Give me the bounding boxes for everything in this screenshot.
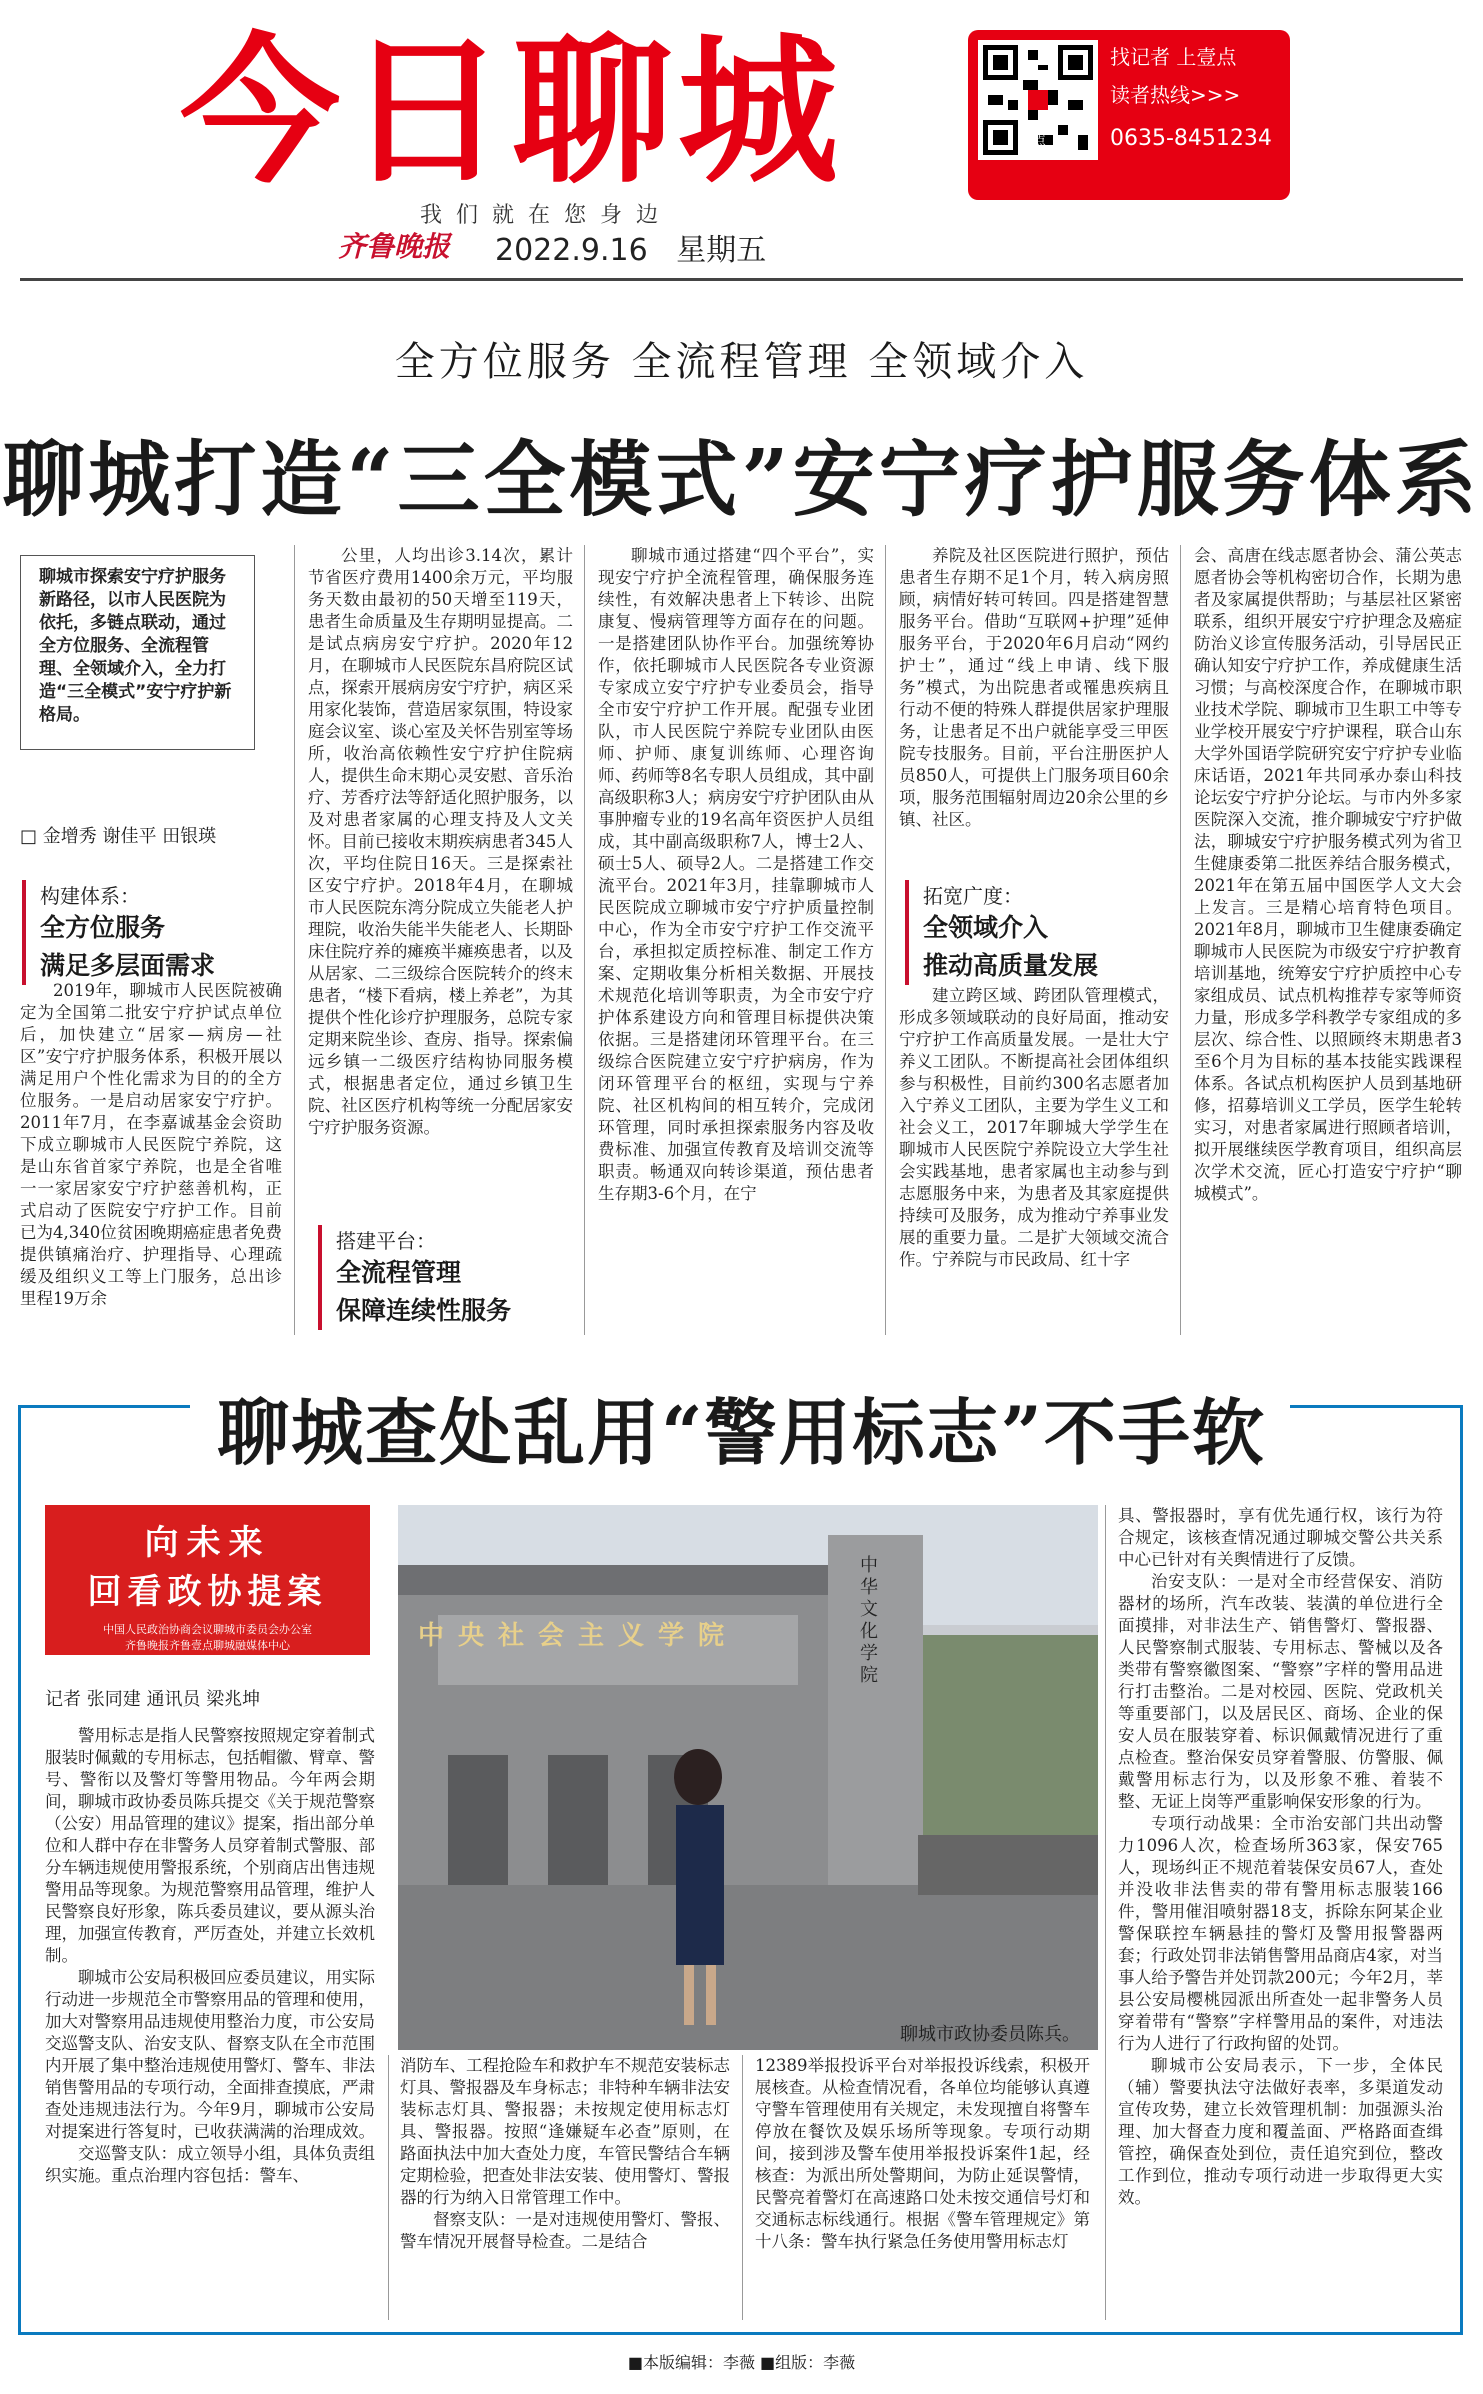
article2-byline: 记者 张同建 通讯员 梁兆坤: [45, 1689, 261, 1710]
brand-logo: 齐鲁晚报: [338, 230, 451, 263]
subhead-line1: 全领域介入: [923, 913, 1049, 942]
paragraph: 警用标志是指人民警察按照规定穿着制式服装时佩戴的专用标志，包括帽徽、臂章、警号、警衔以及警灯等警用物品。今年两会期间，聊城市政协委员陈兵提交《关于规范警察（公安）用品管理的建议》提案，指出部分单位和人群中存在非警务人员穿着制式警服、部分车辆违规使用警报系统，个别商店出售违规警用品等现象。为规范警察用品管理，维护人民警察良好形象，陈兵委员建议，要从源头治理，加强宣传教育，严厉查处，并建立长效机制。: [45, 1726, 375, 1965]
subhead-build-system: [22, 880, 300, 985]
weekday: 星期五: [676, 233, 767, 268]
article2-column-2: [400, 2055, 730, 2253]
dateline: [495, 225, 766, 269]
subhead-build-platform: [318, 1225, 586, 1330]
subhead-line1: 全流程管理: [336, 1258, 462, 1287]
cppcc-proposal-banner: [45, 1505, 370, 1668]
masthead-divider: [20, 278, 1463, 281]
hotline-number: 0635-8451234: [1110, 126, 1272, 151]
column-divider: [885, 545, 886, 1335]
paragraph: 专项行动战果：全市治安部门共出动警力1096人次，检查场所363家，保安765人，现场纠正不规范着装保安员67人，查处并没收非法售卖的带有警用标志服装166件，警用催泪喷射器18支，拆除东阿某企业警保联控车辆悬挂的警灯及警用报警器两套；行政处罚非法销售警用品商店4家，对当事人给予警告并处罚款200元；今年2月，莘县公安局樱桃园派出所查处一起非警务人员穿着带有“警察”字样警用品的案件，对违法行为人进行了行政拘留的处罚。: [1118, 1814, 1443, 2053]
qr-caption: 壹点: [1020, 134, 1047, 149]
paragraph: 聊城市公安局积极回应委员建议，用实际行动进一步规范全市警察用品的管理和使用，加大对警察用品违规使用整治力度，市公安局交巡警支队、治安支队、督察支队在全市范围内开展了集中整治违规使用警灯、警车、非法销售警用品的专项行动，全面排查摸底，严肃查处违规违法行为。今年9月，聊城市公安局对提案进行答复时，已收获满满的治理成效。: [45, 1968, 375, 2141]
article1-column-1: [20, 980, 282, 1310]
photo-caption: 聊城市政协委员陈兵。: [900, 2024, 1080, 2045]
news-photo: [398, 1505, 1098, 2050]
article1-column-5: [1194, 545, 1462, 1205]
building-photo-icon: [398, 1505, 1098, 2050]
paragraph: 养院及社区医院进行照护，预估患者生存期不足1个月，转入病房照顾，病情好转可转回。四是搭建智慧服务平台。借助“互联网+护理”延伸服务平台，于2020年6月启动“网约护士”，通过“线上申请、线下服务”模式，为出院患者或罹患疾病且行动不便的特殊人群提供居家护理服务，让患者足不出户就能享受三甲医院专技服务。目前，平台注册医护人员850人，可提供上门服务项目60余项，服务范围辐射周边20余公里的乡镇、社区。: [899, 546, 1169, 829]
paragraph: 交巡警支队：成立领导小组，具体负责组织实施。重点治理内容包括：警车、: [45, 2144, 375, 2185]
banner-line5: 联合主办: [185, 1655, 230, 1668]
column-divider: [388, 2055, 389, 2320]
banner-line4: 齐鲁晚报齐鲁壹点聊城融媒体中心: [125, 1639, 290, 1652]
article1-column-3: [598, 545, 874, 1205]
article2-column-3: [755, 2055, 1090, 2253]
subhead-line2: 满足多层面需求: [40, 951, 216, 980]
contact-info: [1110, 38, 1272, 158]
paragraph: 公里，人均出诊3.14次，累计节省医疗费用1400余万元，平均服务天数由最初的50天增至119天，患者生命质量及生存期明显提高。二是试点病房安宁疗护。2020年12月，在聊城市人民医院东昌府院区试点，探索开展病房安宁疗护，病区采用家化装饰，营造居家氛围，特设家庭会议室、谈心室及关怀告别室等场所，收治高依赖性安宁疗护住院病人，提供生命末期心灵安慰、音乐治疗、芳香疗法等舒适化照护服务，以及对患者家属的心理支持及人文关怀。目前已接收末期疾病患者345人次，平均住院日16天。三是探索社区安宁疗护。2018年4月，在聊城市人民医院东湾分院成立失能老人护理院，收治失能半失能老人、长期卧床住院疗养的瘫痪半瘫痪患者，以及从居家、二三级综合医院转介的终末患者，“楼下看病，楼上养老”，为其提供个性化诊疗护理服务，总院专家定期来院坐诊、查房、指导。探索偏远乡镇一二级医疗结构协同服务模式，根据患者定位，通过乡镇卫生院、社区医疗机构等统一分配居家安宁疗护服务资源。: [308, 546, 573, 1137]
paragraph: 聊城市公安局表示，下一步，全体民（辅）警要执法守法做好表率，多渠道发动宣传攻势，建立长效管理机制：加强源头治理、加大督查力度和覆盖面、严格路面查缉管控，确保查处到位，责任追究到位，整改工作到位，推动专项行动进一步取得更大实效。: [1118, 2056, 1443, 2207]
article1-column-4: [899, 545, 1169, 831]
column-divider: [294, 545, 295, 1335]
masthead-title: 今日聊城: [180, 18, 845, 205]
paragraph: 督察支队：一是对违规使用警灯、警报、警车情况开展督导检查。二是结合: [400, 2210, 730, 2251]
paragraph: 具、警报器时，享有优先通行权，该行为符合规定，该核查情况通过聊城交警公共关系中心已针对有关舆情进行了反馈。: [1118, 1506, 1443, 1569]
subhead-expand-scope: [905, 880, 1173, 985]
subhead-line2: 推动高质量发展: [923, 951, 1099, 980]
subhead-label: 构建体系：: [40, 884, 140, 908]
paragraph: 聊城市通过搭建“四个平台”，实现安宁疗护全流程管理，确保服务连续性，有效解决患者上下转诊、出院康复、慢病管理等方面存在的问题。一是搭建团队协作平台。加强统筹协作，依托聊城市人民医院各专业资源专家成立安宁疗护专业委员会，指导全市安宁疗护工作开展。配强专业团队，市人民医院宁养院专业团队由医师、护师、康复训练师、心理咨询师、药师等8名专职人员组成，其中副高级职称3人；病房安宁疗护团队由从事肿瘤专业的19名高年资医护人员组成，其中副高级职称7人，博士2人、硕士5人、硕导2人。二是搭建工作交流平台。2021年3月，挂靠聊城市人民医院成立聊城市安宁疗护质量控制中心，作为全市安宁疗护工作交流平台，承担拟定质控标准、制定工作方案、定期收集分析相关数据、开展技术规范化培训等职责，为全市安宁疗护体系建设方向和管理目标提供决策依据。三是搭建闭环管理平台。在三级综合医院建立安宁疗护病房，作为闭环管理平台的枢纽，实现与宁养院、社区机构间的相互转介，完成闭环管理，同时承担探索服务内容及收费标准、加强宣传教育及培训交流等职责。畅通双向转诊渠道，预估患者生存期3-6个月，在宁: [598, 546, 874, 1203]
hotline-label: 读者热线>>>: [1110, 83, 1241, 107]
article1-column-4b: [899, 985, 1169, 1271]
paragraph: 2019年，聊城市人民医院被确定为全国第二批安宁疗护试点单位后，加快建立“居家—病房—社区”安宁疗护服务体系，积极开展以满足用户个性化需求为目的的全方位服务。一是启动居家安宁疗护。2011年7月，在李嘉诚基金会资助下成立聊城市人民医院宁养院，这是山东省首家宁养院，也是全省唯一一家居家安宁疗护慈善机构，正式启动了医院安宁疗护工作。目前已为4,340位贫困晚期癌症患者免费提供镇痛治疗、护理指导、心理疏缓及组织义工等上门服务，总出诊里程19万余: [20, 981, 282, 1308]
article2-column-4: [1118, 1505, 1443, 2209]
masthead-slogan: 我们就在您身边: [420, 203, 673, 228]
page-footer: ■本版编辑：李薇 ■组版：李薇: [627, 2353, 856, 2372]
find-reporter: 找记者 上壹点: [1110, 45, 1237, 69]
banner-line2: 回看政协提案: [87, 1572, 328, 1612]
banner-line1: 向未来: [144, 1523, 271, 1563]
subhead-line1: 全方位服务: [40, 913, 166, 942]
photo-sign-vertical: 中华文化学院: [860, 1555, 878, 1686]
column-divider: [1105, 1505, 1106, 2320]
subhead-label: 拓宽广度：: [923, 884, 1023, 908]
article2-headline: 聊城查处乱用“警用标志”不手软: [217, 1390, 1266, 1475]
article2-column-1: [45, 1725, 375, 2187]
paragraph: 会、高唐在线志愿者协会、蒲公英志愿者协会等机构密切合作，长期为患者及家属提供帮助；与基层社区紧密联系，组织开展安宁疗护理念及癌症防治义诊宣传服务活动，引导居民正确认知安宁疗护工作，养成健康生活习惯；与高校深度合作，在聊城市职业技术学院、聊城市卫生职工中等专业学校开展安宁疗护课程，联合山东大学外国语学院研究安宁疗护专业临床话语，2021年共同承办泰山科技论坛安宁疗护分论坛。与市内外多家医院深入交流，推介聊城安宁疗护做法，聊城安宁疗护服务模式列为省卫生健康委第二批医养结合服务模式，2021年在第五届中国医学人文大会上发言。三是精心培育特色项目。2021年8月，聊城市卫生健康委确定聊城市人民医院为市级安宁疗护教育培训基地，统筹安宁疗护质控中心专家组成员、试点机构推荐专家等师资力量，形成多学科教学专家组成的多层次、综合性、以照顾终末期患者3至6个月为目标的基本技能实践课程体系。各试点机构医护人员到基地研修，招募培训义工学员，医学生轮转实习，对患者家属进行照顾者培训，拟开展继续医学教育项目，组织高层次学术交流，匠心打造安宁疗护“聊城模式”。: [1194, 546, 1462, 1203]
banner-line3: 中国人民政治协商会议聊城市委员会办公室: [103, 1623, 312, 1636]
issue-date: 2022.9.16: [495, 233, 648, 268]
paragraph: 治安支队：一是对全市经营保安、消防器材的场所，汽车改装、装潢的单位进行全面摸排，对非法生产、销售警灯、警报器、人民警察制式服装、专用标志、警械以及各类带有警察徽图案、“警察”字样的警用品进行打击整治。二是对校园、医院、党政机关等重要部门，以及居民区、商场、企业的保安人员在服装穿着、标识佩戴情况进行了重点检查。整治保安员穿着警服、仿警服、佩戴警用标志行为，以及形象不雅、着装不整、无证上岗等严重影响保安形象的行为。: [1118, 1572, 1443, 1811]
paragraph: 建立跨区域、跨团队管理模式，形成多领域联动的良好局面，推动安宁疗护工作高质量发展。一是壮大宁养义工团队。不断提高社会团体组织参与积极性，目前约300名志愿者加入宁养义工团队，主要为学生义工和社会义工，2017年聊城大学学生在聊城市人民医院宁养院设立大学生社会实践基地，患者家属也主动参与到志愿服务中来，为患者及其家庭提供持续可及服务，成为推动宁养事业发展的重要力量。二是扩大领域交流合作。宁养院与市民政局、红十字: [899, 986, 1169, 1269]
column-divider: [742, 2055, 743, 2320]
photo-sign-text: 中央社会主义学院: [418, 1621, 739, 1651]
subhead-line2: 保障连续性服务: [336, 1296, 512, 1325]
subhead-label: 搭建平台：: [336, 1229, 436, 1253]
article1-kicker: 全方位服务 全流程管理 全领域介入: [394, 339, 1089, 385]
paragraph: 消防车、工程抢险车和救护车不规范安装标志灯具、警报器及车身标志；非特种车辆非法安装标志灯具、警报器；未按规定使用标志灯具、警报器。按照“逢嫌疑车必查”原则，在路面执法中加大查处力度，车管民警结合车辆定期检验，把查处非法安装、使用警灯、警报器的行为纳入日常管理工作中。: [400, 2056, 730, 2207]
paragraph: 12389举报投诉平台对举报投诉线索，积极开展核查。从检查情况看，各单位均能够认真遵守警车管理使用有关规定，未发现擅自将警车停放在餐饮及娱乐场所等现象。专项行动期间，接到涉及警车使用举报投诉案件1起，经核查：为派出所处警期间，为防止延误警情，民警亮着警灯在高速路口处未按交通信号灯和交通标志标线通行。根据《警车管理规定》第十八条：警车执行紧急任务使用警用标志灯: [755, 2056, 1090, 2251]
article1-byline: □ 金增秀 谢佳平 田银瑛: [20, 826, 217, 847]
column-divider: [1180, 545, 1181, 1335]
column-divider: [584, 545, 585, 1335]
article1-headline: 聊城打造“三全模式”安宁疗护服务体系: [2, 432, 1481, 528]
article1-column-2: [308, 545, 573, 1139]
article1-lead: 聊城市探索安宁疗护服务新路径，以市人民医院为依托，多链点联动，通过全方位服务、全流程管理、全领域介入，全力打造“三全模式”安宁疗护新格局。: [20, 555, 255, 750]
